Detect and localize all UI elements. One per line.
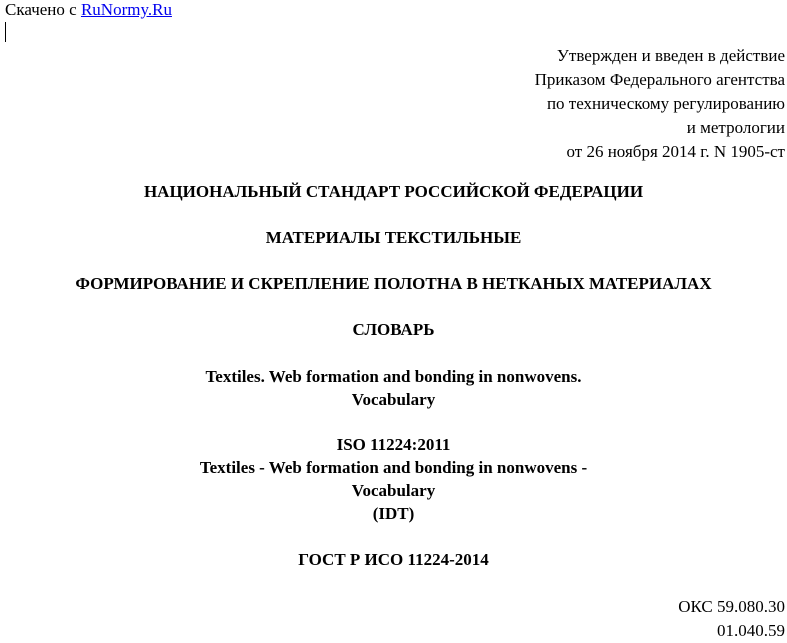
document-title: ФОРМИРОВАНИЕ И СКРЕПЛЕНИЕ ПОЛОТНА В НЕТКАНЫХ МАТЕРИАЛАХ xyxy=(75,274,712,293)
text-cursor xyxy=(5,22,6,42)
standard-type-heading: НАЦИОНАЛЬНЫЙ СТАНДАРТ РОССИЙСКОЙ ФЕДЕРАЦИИ xyxy=(143,182,644,201)
document-subtitle: СЛОВАРЬ xyxy=(352,320,435,339)
okc-line: ОКС 59.080.30 xyxy=(678,597,785,616)
runormy-link[interactable]: RuNormy.Ru xyxy=(80,0,172,19)
iso-reference-line: ISO 11224:2011 xyxy=(336,435,451,454)
source-line xyxy=(5,0,172,20)
approval-line: и метрологии xyxy=(686,118,785,137)
approval-line: по техническому регулированию xyxy=(546,94,785,113)
iso-reference-line: Vocabulary xyxy=(351,481,436,500)
iso-reference-line: Textiles - Web formation and bonding in nonwovens - xyxy=(199,458,588,477)
okc-block xyxy=(678,595,785,643)
english-title-line: Textiles. Web formation and bonding in nonwovens. xyxy=(205,367,582,386)
downloaded-from-label: Скачено с xyxy=(5,0,81,19)
approval-line: Приказом Федерального агентства xyxy=(534,70,785,89)
approval-block xyxy=(385,44,785,164)
iso-reference xyxy=(0,433,787,525)
english-title-line: Vocabulary xyxy=(351,390,436,409)
okc-line: 01.040.59 xyxy=(717,621,785,640)
english-title xyxy=(0,365,787,411)
approval-line: Утвержден и введен в действие xyxy=(556,46,785,65)
gost-code: ГОСТ Р ИСО 11224-2014 xyxy=(298,550,489,569)
iso-reference-line: (IDT) xyxy=(372,504,415,523)
standard-group-heading: МАТЕРИАЛЫ ТЕКСТИЛЬНЫЕ xyxy=(265,228,522,247)
approval-line: от 26 ноября 2014 г. N 1905-ст xyxy=(566,142,785,161)
